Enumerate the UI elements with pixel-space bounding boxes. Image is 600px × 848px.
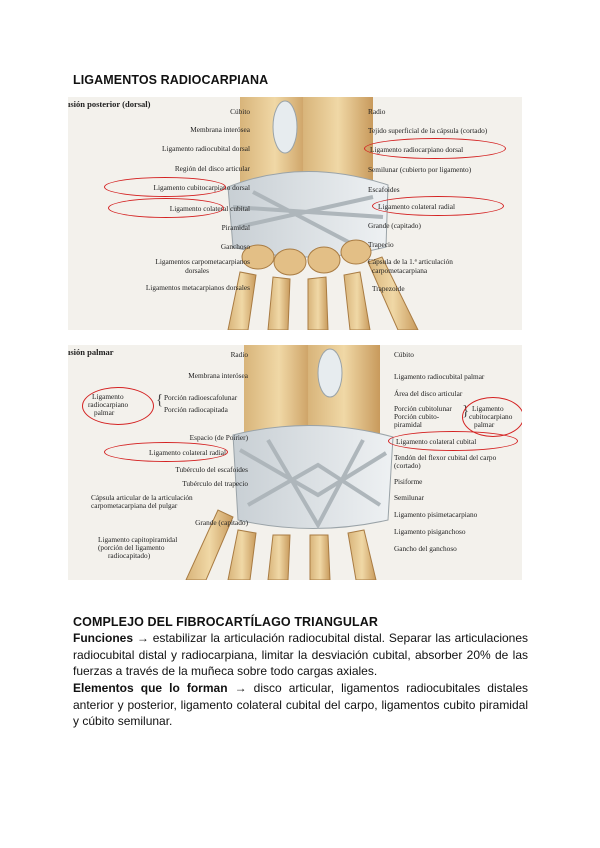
label-grande: Grande (capitado): [368, 221, 421, 230]
label-cubito: Cúbito: [230, 107, 250, 116]
label-porcion-ligamento: (porción del ligamento: [98, 543, 165, 552]
label-capsula-1a: Cápsula de la 1.ª articulación: [368, 257, 453, 266]
brace-left: {: [156, 392, 164, 408]
label-tendon-flexor: Tendón del flexor cubital del carpo: [394, 453, 497, 462]
label-piramidal-palmar: piramidal: [394, 420, 422, 429]
label-lig-cubitocarpiano-2: cubitocarpiano: [469, 412, 513, 421]
label-semilunar-palmar: Semilunar: [394, 493, 424, 502]
highlight-colateral-cubital: [108, 198, 224, 218]
dorsal-view-title: ısión posterior (dorsal): [68, 99, 151, 109]
label-lig-radiocarpiano-1: Ligamento: [92, 392, 124, 401]
label-lig-radiocarpiano-dorsal: Ligamento radiocarpiano dorsal: [370, 145, 464, 154]
label-espacio-poirier: Espacio (de Poirier): [189, 433, 248, 442]
highlight-radiocarpiano-dorsal: [364, 138, 506, 159]
label-lig-cubitocarpiano-1: Ligamento: [472, 404, 504, 413]
label-lig-colateral-cubital: Ligamento colateral cubital: [169, 204, 250, 213]
funciones-text: → estabilizar la articulación radiocubital distal. Separar las articulaciones radiocubital distal y radiocarpiana, limitar la desviación cubital, absorber 20% de las fuerzas a través de la muñeca sobre todo cargas axiales.: [73, 631, 528, 678]
highlight-cubitocarpiano-palmar: [462, 397, 522, 437]
label-lig-radiocarpiano-2: radiocarpiano: [88, 400, 129, 409]
label-lig-carpometacarpianos: Ligamentos carpometacarpianos: [155, 257, 250, 266]
label-lig-colateral-radial: Ligamento colateral radial: [378, 202, 455, 211]
label-trapezoide: Trapezoide: [372, 284, 405, 293]
palmar-view-title: ısión palmar: [68, 347, 114, 357]
label-lig-cubitocarpiano-dorsal: Ligamento cubitocarpiano dorsal: [153, 183, 250, 192]
label-radio: Radio: [368, 107, 386, 116]
elementos-text: → disco articular, ligamentos radiocubitales distales anterior y posterior, ligamento colateral cubital del carpo, ligamentos cubito piramidal y cúbito semilunar.: [73, 681, 528, 728]
label-cortado: (cortado): [394, 461, 421, 470]
page-title: LIGAMENTOS RADIOCARPIANA: [73, 73, 269, 87]
label-porcion-radioescafolunar: Porción radioescafolunar: [164, 393, 238, 402]
palmar-view-figure: [68, 345, 522, 580]
highlight-radiocarpiano-palmar: [82, 387, 154, 425]
brace-right: }: [462, 403, 470, 419]
label-trapecio: Trapecio: [368, 240, 394, 249]
highlight-colateral-radial: [372, 196, 504, 216]
label-ganchoso: Ganchoso: [220, 242, 250, 251]
label-tuberculo-trapecio: Tubérculo del trapecio: [182, 479, 248, 488]
section-title: COMPLEJO DEL FIBROCARTÍLAGO TRIANGULAR: [73, 615, 378, 629]
label-capsula-articular: Cápsula articular de la articulación: [91, 493, 193, 502]
label-porcion-cubitolunar: Porción cubitolunar: [394, 404, 452, 413]
label-grande-palmar: Grande (capitado): [195, 518, 248, 527]
label-cubito-palmar: Cúbito: [394, 350, 414, 359]
label-lig-pisimetacarpiano: Ligamento pisimetacarpiano: [394, 510, 478, 519]
label-area-disco: Área del disco articular: [394, 389, 463, 398]
label-piramidal: Piramidal: [221, 223, 250, 232]
label-lig-colateral-radial-palmar: Ligamento colateral radial: [149, 448, 226, 457]
label-membrana-interosea-palmar: Membrana interósea: [188, 371, 248, 380]
label-dorsales: dorsales: [185, 266, 209, 275]
label-lig-radiocarpiano-3: palmar: [94, 408, 115, 417]
label-radiocapitado: radiocapitado): [108, 551, 151, 560]
label-lig-metacarpianos-dorsales: Ligamentos metacarpianos dorsales: [145, 283, 250, 292]
label-escafoides: Escafoides: [368, 185, 400, 194]
highlight-colateral-radial-palmar: [104, 442, 228, 462]
highlight-cubitocarpiano-dorsal: [104, 177, 226, 197]
label-radio-palmar: Radio: [230, 350, 248, 359]
label-lig-pisiganchoso: Ligamento pisiganchoso: [394, 527, 466, 536]
label-lig-colateral-cubital-palmar: Ligamento colateral cubital: [396, 437, 477, 446]
label-carpometacarpiana: carpometacarpiana: [372, 266, 428, 275]
label-carpometacarpiana-pulgar: carpometacarpiana del pulgar: [91, 501, 178, 510]
label-lig-radiocubital-dorsal: Ligamento radiocubital dorsal: [162, 144, 250, 153]
label-lig-radiocubital-palmar: Ligamento radiocubital palmar: [394, 372, 485, 381]
label-tejido-capsula: Tejido superficial de la cápsula (cortado): [368, 126, 488, 135]
label-porcion-radiocapitada: Porción radiocapitada: [164, 405, 228, 414]
label-gancho-ganchoso: Gancho del ganchoso: [394, 544, 457, 553]
label-membrana-interosea: Membrana interósea: [190, 125, 250, 134]
label-lig-capitopiramidal: Ligamento capitopiramidal: [98, 535, 178, 544]
funciones-label: Funciones: [73, 631, 134, 645]
elementos-paragraph: [73, 680, 528, 730]
label-pisiforme: Pisiforme: [394, 477, 423, 486]
label-porcion-cubito: Porción cubito-: [394, 412, 440, 421]
dorsal-view-figure: [68, 97, 522, 330]
elementos-label: Elementos que lo forman: [73, 681, 228, 695]
label-lig-cubitocarpiano-3: palmar: [474, 420, 495, 429]
label-region-disco: Región del disco articular: [174, 164, 250, 173]
funciones-paragraph: [73, 630, 528, 680]
label-semilunar: Semilunar (cubierto por ligamento): [368, 165, 472, 174]
label-tuberculo-escafoides: Tubérculo del escafoides: [175, 465, 248, 474]
